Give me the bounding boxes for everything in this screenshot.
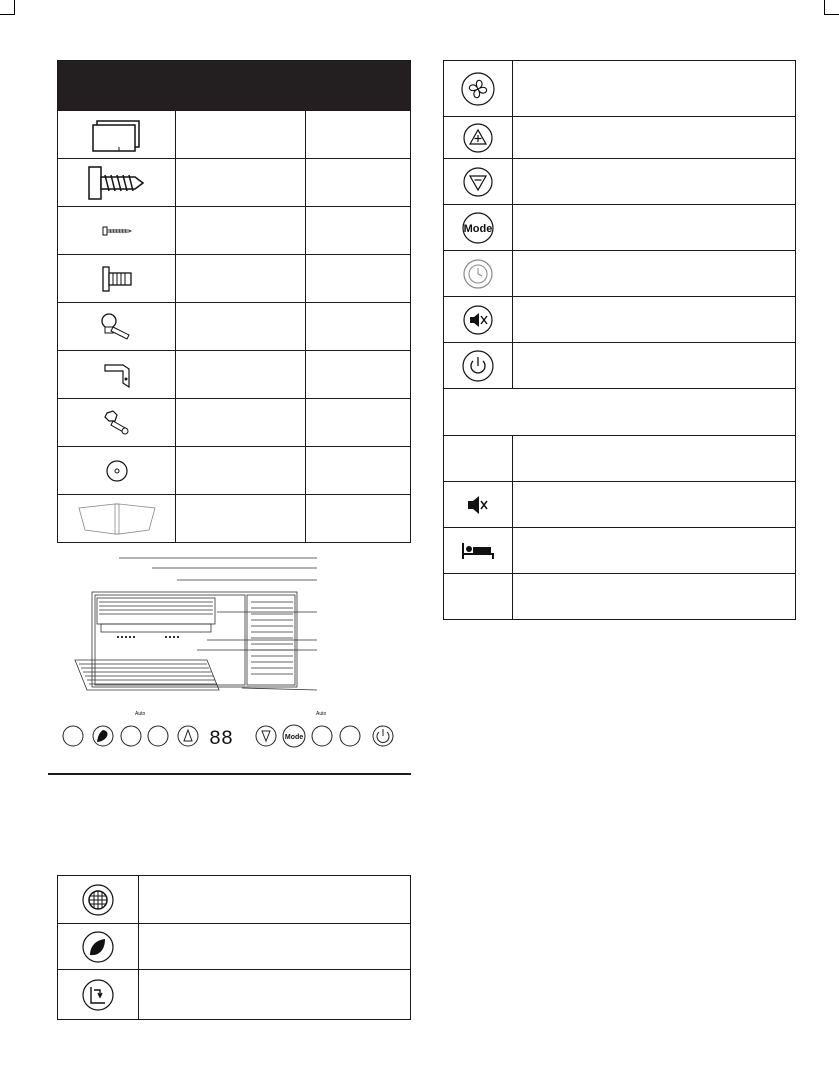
table-row bbox=[58, 970, 411, 1020]
mute-icon bbox=[444, 297, 513, 343]
bracket-icon bbox=[58, 351, 176, 399]
indicator-section-header bbox=[444, 389, 796, 436]
table-row bbox=[444, 389, 796, 436]
eco-icon bbox=[58, 924, 139, 970]
table-row bbox=[58, 111, 411, 159]
bolt-icon bbox=[58, 255, 176, 303]
table-row bbox=[444, 343, 796, 389]
parts-table-header bbox=[58, 61, 411, 111]
fan-speed-icon bbox=[444, 61, 513, 117]
long-screw-icon bbox=[58, 159, 176, 207]
parts-table bbox=[57, 60, 411, 543]
table-row bbox=[444, 117, 796, 159]
table-row bbox=[444, 205, 796, 251]
table-row bbox=[58, 876, 411, 924]
timer-button-icon bbox=[312, 726, 332, 746]
panel-auto-left: Auto bbox=[135, 711, 146, 717]
panel-mode-label: Mode bbox=[284, 734, 304, 741]
table-row bbox=[58, 255, 411, 303]
table-row bbox=[58, 924, 411, 970]
table-row bbox=[444, 574, 796, 620]
mode-icon-label: Mode bbox=[463, 222, 493, 235]
blank-indicator-cell bbox=[444, 436, 513, 482]
section-divider bbox=[48, 773, 411, 775]
control-panel-diagram bbox=[57, 705, 407, 755]
filter-button-icon bbox=[63, 726, 83, 746]
table-row bbox=[58, 159, 411, 207]
filter-icon bbox=[58, 876, 139, 924]
mute-button-icon bbox=[340, 726, 360, 746]
power-icon bbox=[444, 343, 513, 389]
table-row bbox=[444, 528, 796, 574]
table-row bbox=[444, 61, 796, 117]
table-row bbox=[444, 297, 796, 343]
washer-icon bbox=[58, 447, 176, 495]
display-digits: 88 bbox=[209, 728, 234, 751]
thumb-screw-icon bbox=[58, 303, 176, 351]
fan-button-icon bbox=[148, 726, 168, 746]
table-row bbox=[58, 399, 411, 447]
swing-icon bbox=[58, 970, 139, 1020]
right-button-table bbox=[443, 60, 796, 620]
swing-button-icon bbox=[121, 726, 141, 746]
table-row bbox=[444, 436, 796, 482]
table-row bbox=[444, 251, 796, 297]
blank-indicator-cell-2 bbox=[444, 574, 513, 620]
table-row bbox=[444, 482, 796, 528]
side-panel-icon bbox=[58, 495, 176, 543]
table-row bbox=[58, 303, 411, 351]
small-screw-icon bbox=[58, 207, 176, 255]
unit-diagram bbox=[57, 550, 327, 700]
table-row bbox=[58, 351, 411, 399]
table-row bbox=[58, 495, 411, 543]
table-row bbox=[58, 207, 411, 255]
sleep-indicator-icon bbox=[444, 528, 513, 574]
timer-icon bbox=[444, 251, 513, 297]
temp-down-icon bbox=[444, 159, 513, 205]
bolt-nut-icon bbox=[58, 399, 176, 447]
table-row bbox=[444, 159, 796, 205]
crop-mark-top-left bbox=[0, 0, 15, 15]
panel-auto-right: Auto bbox=[316, 711, 327, 717]
left-button-table bbox=[57, 875, 411, 1020]
mute-indicator-icon bbox=[444, 482, 513, 528]
panel-icon bbox=[58, 111, 176, 159]
table-row bbox=[58, 447, 411, 495]
mode-icon bbox=[444, 205, 513, 251]
temp-down-button-icon bbox=[256, 726, 276, 746]
crop-mark-top-right bbox=[824, 0, 839, 15]
temp-up-icon bbox=[444, 117, 513, 159]
